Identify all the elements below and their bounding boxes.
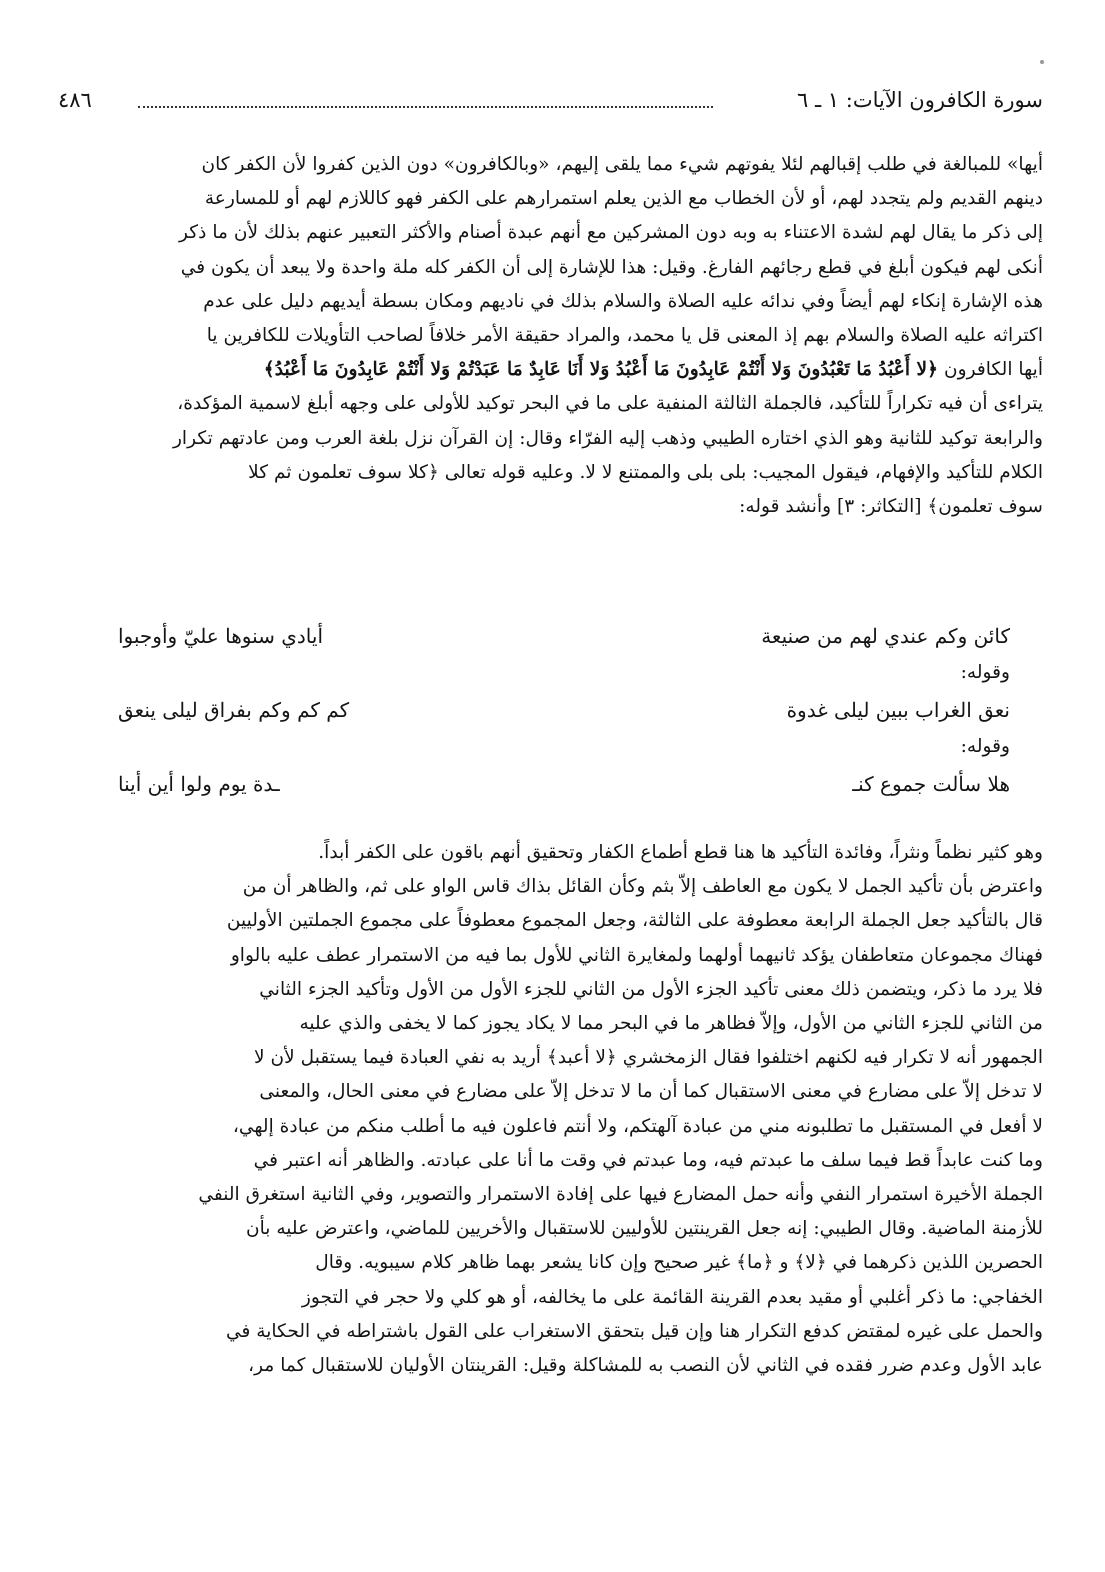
text-line: فهناك مجموعان متعاطفان يؤكد ثانيهما أولهما ولمغايرة الثاني للأول بما فيه من الاستمرار عطف عليه بالواو xyxy=(230,944,1043,966)
text-line: إلى ذكر ما يقال لهم لشدة الاعتناء به وبه دون المشركين مع أنهم عبدة أصنام والأكثر التعبير عنهم بذلك لأن ما ذكر xyxy=(179,222,1043,244)
text-line: وما كنت عابداً قط فيما سلف ما عبدتم فيه، وما عبدتم في وقت ما أنا على عبادته. والظاهر أنه اعتبر في xyxy=(253,1149,1043,1171)
body-text-upper xyxy=(58,148,1043,524)
page-header xyxy=(58,80,1043,120)
poem-hemistich-first: نعق الغراب ببين ليلى غدوة xyxy=(786,698,1010,722)
poem-hemistich-second: كم كم وكم بفراق ليلى ينعق xyxy=(118,698,350,722)
text-line: لا أفعل في المستقبل ما تطلبونه مني من عبادة آلهتكم، ولا أنتم فاعلون فيه ما أطلب منكم من عبادة إلهي، xyxy=(232,1115,1043,1137)
poem-intro-label: وقوله: xyxy=(960,736,1010,757)
text-line: والحمل على غيره لمقتض كدفع التكرار هنا وإن قيل بتحقق الاستغراب على القول باشتراطه في الحكاية في xyxy=(225,1320,1043,1342)
poem-verse xyxy=(118,616,1010,656)
poem-hemistich-second: أيادي سنوها عليّ وأوجبوا xyxy=(118,624,323,648)
text-line: لا تدخل إلاّ على مضارع في معنى الاستقبال كما أن ما لا تدخل إلاّ على مضارع في معنى الحال، والمعنى xyxy=(259,1081,1043,1103)
text-line: هذه الإشارة إنكاء لهم أيضاً وفي ندائه عليه الصلاة والسلام بذلك في ناديهم ومكان بسطة أيديهم دليل على عدم xyxy=(203,290,1043,312)
header-leader-dots xyxy=(138,106,713,108)
poem-intro-label: وقوله: xyxy=(960,662,1010,683)
page-number: ٤٨٦ xyxy=(58,80,100,120)
text-line: من الثاني للجزء الثاني من الأول، وإلاّ فظاهر ما في البحر مما لا يكاد يجوز كما لا يخفى والذي عليه xyxy=(299,1013,1043,1035)
running-title: سورة الكافرون الآيات: ١ ـ ٦ xyxy=(789,80,1043,120)
text-line: للأزمنة الماضية. وقال الطيبي: إنه جعل القرينتين للأوليين للاستقبال والأخريين للماضي، واعترض عليه بأن xyxy=(245,1218,1043,1240)
poem-hemistich-first: هلا سألت جموع كنـ xyxy=(852,772,1010,796)
text-line: واعترض بأن تأكيد الجمل لا يكون مع العاطف إلاّ بثم وكأن القائل بذاك قاس الواو على ثم، والظاهر أن من xyxy=(242,876,1043,898)
text-line: أيها» للمبالغة في طلب إقبالهم لئلا يفوتهم شيء مما يلقى إليهم، «وبالكافرون» دون الذين كفروا لأن الكفر كان xyxy=(201,154,1043,175)
text-line: الكلام للتأكيد والإفهام، فيقول المجيب: بلى بلى والممتنع لا لا. وعليه قوله تعالى ﴿كلا سوف تعلمون ثم كلا xyxy=(248,461,1043,483)
text-line: الجمهور أنه لا تكرار فيه لكنهم اختلفوا فقال الزمخشري ﴿لا أعبد﴾ أريد به نفي العبادة فيما يستقبل لأن لا xyxy=(253,1047,1043,1069)
text-line-with-verse xyxy=(58,353,1043,387)
text-line: والرابعة توكيد للثانية وهو الذي اختاره الطيبي وذهب إليه الفرّاء وقال: إن القرآن نزل بلغة العرب ومن عادتهم تكرار xyxy=(172,427,1043,449)
text-span: أيها الكافرون xyxy=(943,359,1043,381)
text-line: يتراءى أن فيه تكراراً للتأكيد، فالجملة الثالثة المنفية على ما في البحر توكيد للأولى على وجهه أبلغ لاسمية المؤكدة، xyxy=(177,393,1043,415)
text-line: اكتراثه عليه الصلاة والسلام بهم إذ المعنى قل يا محمد، والمراد حقيقة الأمر خلافاً لصاحب التأويلات للكافرين يا xyxy=(206,325,1043,347)
poem-hemistich-first: كائن وكم عندي لهم من صنيعة xyxy=(761,624,1010,648)
text-line: فلا يرد ما ذكر، ويتضمن ذلك معنى تأكيد الجزء الأول من الثاني للجزء الأول من الأول وتأكيد الجزء الثاني xyxy=(259,978,1043,1000)
poem-verse xyxy=(118,690,1010,730)
poem-hemistich-second: ـدة يوم ولوا أين أينا xyxy=(118,772,280,796)
text-line: أنكى لهم فيكون أبلغ في قطع رجائهم الفارغ. وقيل: هذا للإشارة إلى أن الكفر كله ملة واحدة ولا يبعد أن يكون في xyxy=(180,256,1043,278)
body-text-lower xyxy=(58,836,1043,1383)
quran-verses: ﴿لا أَعْبُدُ مَا تَعْبُدُونَ وَلا أَنْتُمْ عَابِدُونَ مَا أَعْبُدُ وَلا أَنَا عَابِدٌ مَا عَبَدْتُمْ وَلا أَنْتُمْ عَابِدُونَ مَا أَعْبُدُ﴾ xyxy=(263,359,939,381)
text-line: قال بالتأكيد جعل الجملة الرابعة معطوفة على الثالثة، وجعل المجموع معطوفاً على مجموع الجملتين الأوليين xyxy=(226,910,1043,932)
poem-verse xyxy=(118,764,1010,804)
text-line: سوف تعلمون﴾ [التكاثر: ٣] وأنشد قوله: xyxy=(739,496,1043,518)
text-line: دينهم القديم ولم يتجدد لهم، أو لأن الخطاب مع الذين يعلم استمرارهم على الكفر فهو كاللازم لهم أو للمسارعة xyxy=(204,188,1043,210)
scan-speck xyxy=(1040,60,1044,64)
text-line: وهو كثير نظماً ونثراً، وفائدة التأكيد ها هنا قطع أطماع الكفار وتحقيق أنهم باقون على الكفر أبداً. xyxy=(318,842,1043,863)
text-line: الخفاجي: ما ذكر أغلبي أو مقيد بعدم القرينة القائمة على ما يخالفه، أو هو كلي ولا حجر في التجوز xyxy=(301,1286,1043,1308)
text-line: الحصرين اللذين ذكرهما في ﴿لا﴾ و ﴿ما﴾ غير صحيح وإن كانا يشعر بهما ظاهر كلام سيبويه. وقال xyxy=(315,1252,1043,1274)
poem-block xyxy=(118,616,1010,804)
text-line: الجملة الأخيرة استمرار النفي وأنه حمل المضارع فيها على إفادة الاستمرار والتصوير، وفي الثانية استغرق النفي xyxy=(198,1184,1043,1206)
text-line: عابد الأول وعدم ضرر فقده في الثاني لأن النصب به للمشاكلة وقيل: القرينتان الأوليان للاستقبال كما مر، xyxy=(248,1355,1043,1377)
